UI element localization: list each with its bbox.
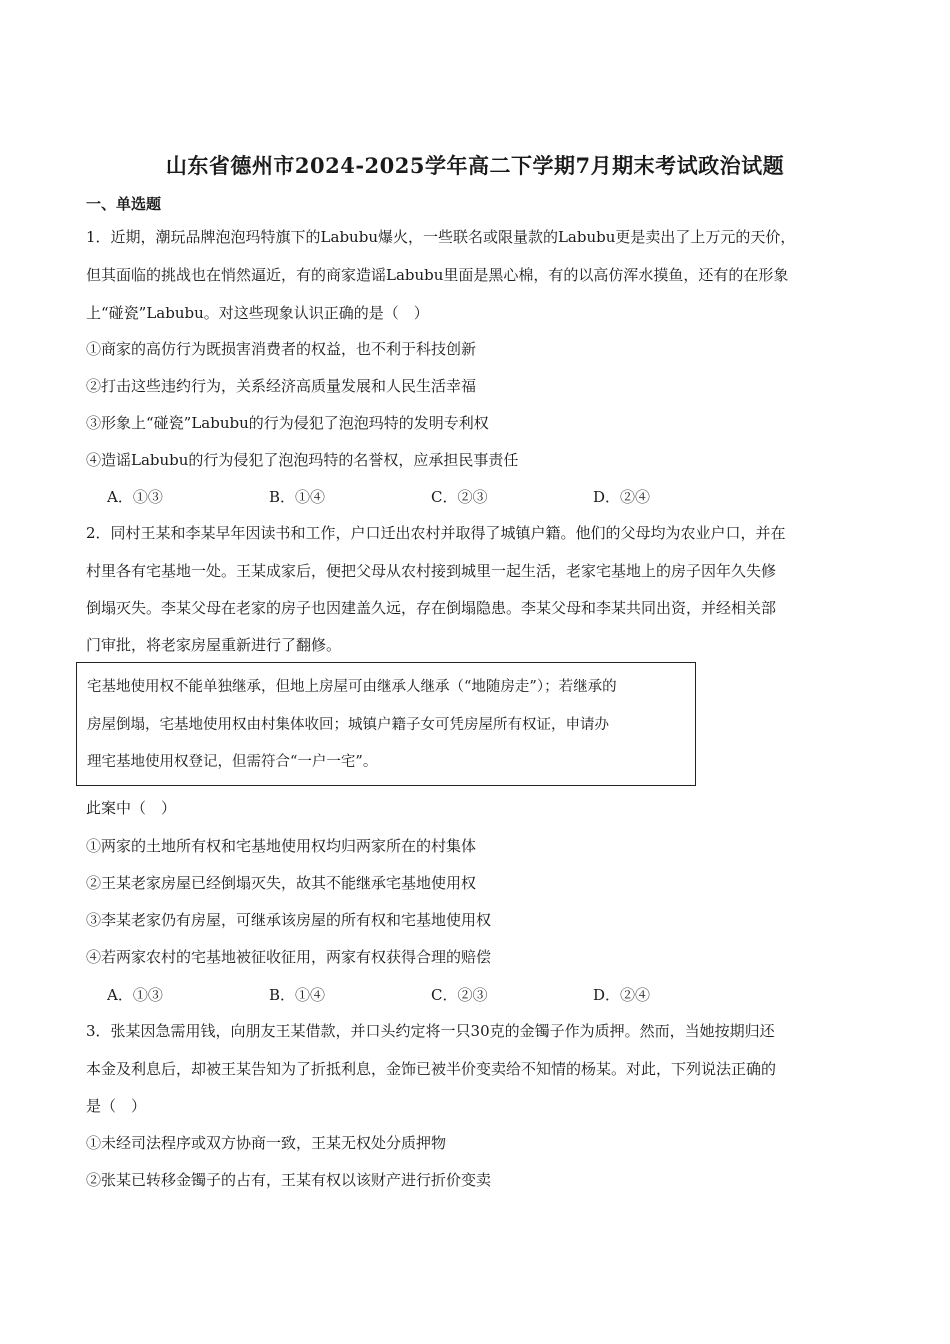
- q1-stem-line: 上“碰瓷”Labubu。对这些现象认识正确的是（ ）: [86, 304, 429, 322]
- q1-option-c[interactable]: C．②③: [431, 488, 488, 506]
- q2-option-c[interactable]: C．②③: [431, 986, 488, 1004]
- material-line: 理宅基地使用权登记，但需符合“一户一宅”。: [87, 754, 378, 770]
- q2-option-b[interactable]: B．①④: [269, 986, 326, 1004]
- q3-statement: ①未经司法程序或双方协商一致，王某无权处分质押物: [86, 1134, 447, 1152]
- q3-statement: ②张某已转移金镯子的占有，王某有权以该财产进行折价变卖: [86, 1171, 492, 1189]
- q1-option-b[interactable]: B．①④: [269, 488, 326, 506]
- q1-stem-line: 但其面临的挑战也在悄然逼近，有的商家造谣Labubu里面是黑心棉，有的以高仿浑水摸鱼，还有的在形象: [86, 266, 789, 284]
- material-line: 房屋倒塌，宅基地使用权由村集体收回；城镇户籍子女可凭房屋所有权证，申请办: [87, 717, 609, 733]
- q2-option-d[interactable]: D．②④: [593, 986, 651, 1004]
- q2-stem-line: 倒塌灭失。李某父母在老家的房子也因建盖久远，存在倒塌隐患。李某父母和李某共同出资，并经相关部: [86, 599, 777, 617]
- q2-statement: ②王某老家房屋已经倒塌灭失，故其不能继承宅基地使用权: [86, 874, 477, 892]
- section-heading: 一、单选题: [86, 195, 162, 213]
- q3-stem-line: 本金及利息后，却被王某告知为了折抵利息，金饰已被半价变卖给不知情的杨某。对此，下列说法正确的: [86, 1060, 777, 1078]
- q2-statement: ①两家的土地所有权和宅基地使用权均归两家所在的村集体: [86, 837, 477, 855]
- q2-statement: ④若两家农村的宅基地被征收征用，两家有权获得合理的赔偿: [86, 948, 492, 966]
- q1-statement: ④造谣Labubu的行为侵犯了泡泡玛特的名誉权，应承担民事责任: [86, 451, 519, 469]
- q2-option-a[interactable]: A．①③: [107, 986, 163, 1004]
- q1-statement: ②打击这些违约行为，关系经济高质量发展和人民生活幸福: [86, 377, 477, 395]
- material-box: [76, 662, 696, 786]
- q1-options: [107, 487, 667, 507]
- q2-statement: ③李某老家仍有房屋，可继承该房屋的所有权和宅基地使用权: [86, 911, 492, 929]
- q1-option-a[interactable]: A．①③: [107, 488, 163, 506]
- q2-stem-line: 2．同村王某和李某早年因读书和工作，户口迁出农村并取得了城镇户籍。他们的父母均为农业户口，并在: [86, 524, 786, 542]
- q3-stem-line: 3．张某因急需用钱，向朋友王某借款，并口头约定将一只30克的金镯子作为质押。然而，当她按期归还: [86, 1022, 775, 1040]
- q2-stem-line: 门审批，将老家房屋重新进行了翻修。: [86, 636, 342, 654]
- material-line: 宅基地使用权不能单独继承，但地上房屋可由继承人继承（“地随房走”）；若继承的: [87, 679, 617, 695]
- page-title: 山东省德州市2024-2025学年高二下学期7月期末考试政治试题: [165, 153, 785, 178]
- q1-option-d[interactable]: D．②④: [593, 488, 651, 506]
- q3-stem-line: 是（ ）: [86, 1097, 147, 1115]
- q1-stem-line: 1．近期，潮玩品牌泡泡玛特旗下的Labubu爆火，一些联名或限量款的Labubu更是卖出了上万元的天价，: [86, 228, 796, 246]
- q2-stem: 此案中（ ）: [86, 799, 177, 817]
- q2-stem-line: 村里各有宅基地一处。王某成家后，便把父母从农村接到城里一起生活，老家宅基地上的房子因年久失修: [86, 562, 777, 580]
- q1-statement: ③形象上“碰瓷”Labubu的行为侵犯了泡泡玛特的发明专利权: [86, 414, 489, 432]
- q2-options: [107, 985, 667, 1005]
- q1-statement: ①商家的高仿行为既损害消费者的权益，也不利于科技创新: [86, 340, 477, 358]
